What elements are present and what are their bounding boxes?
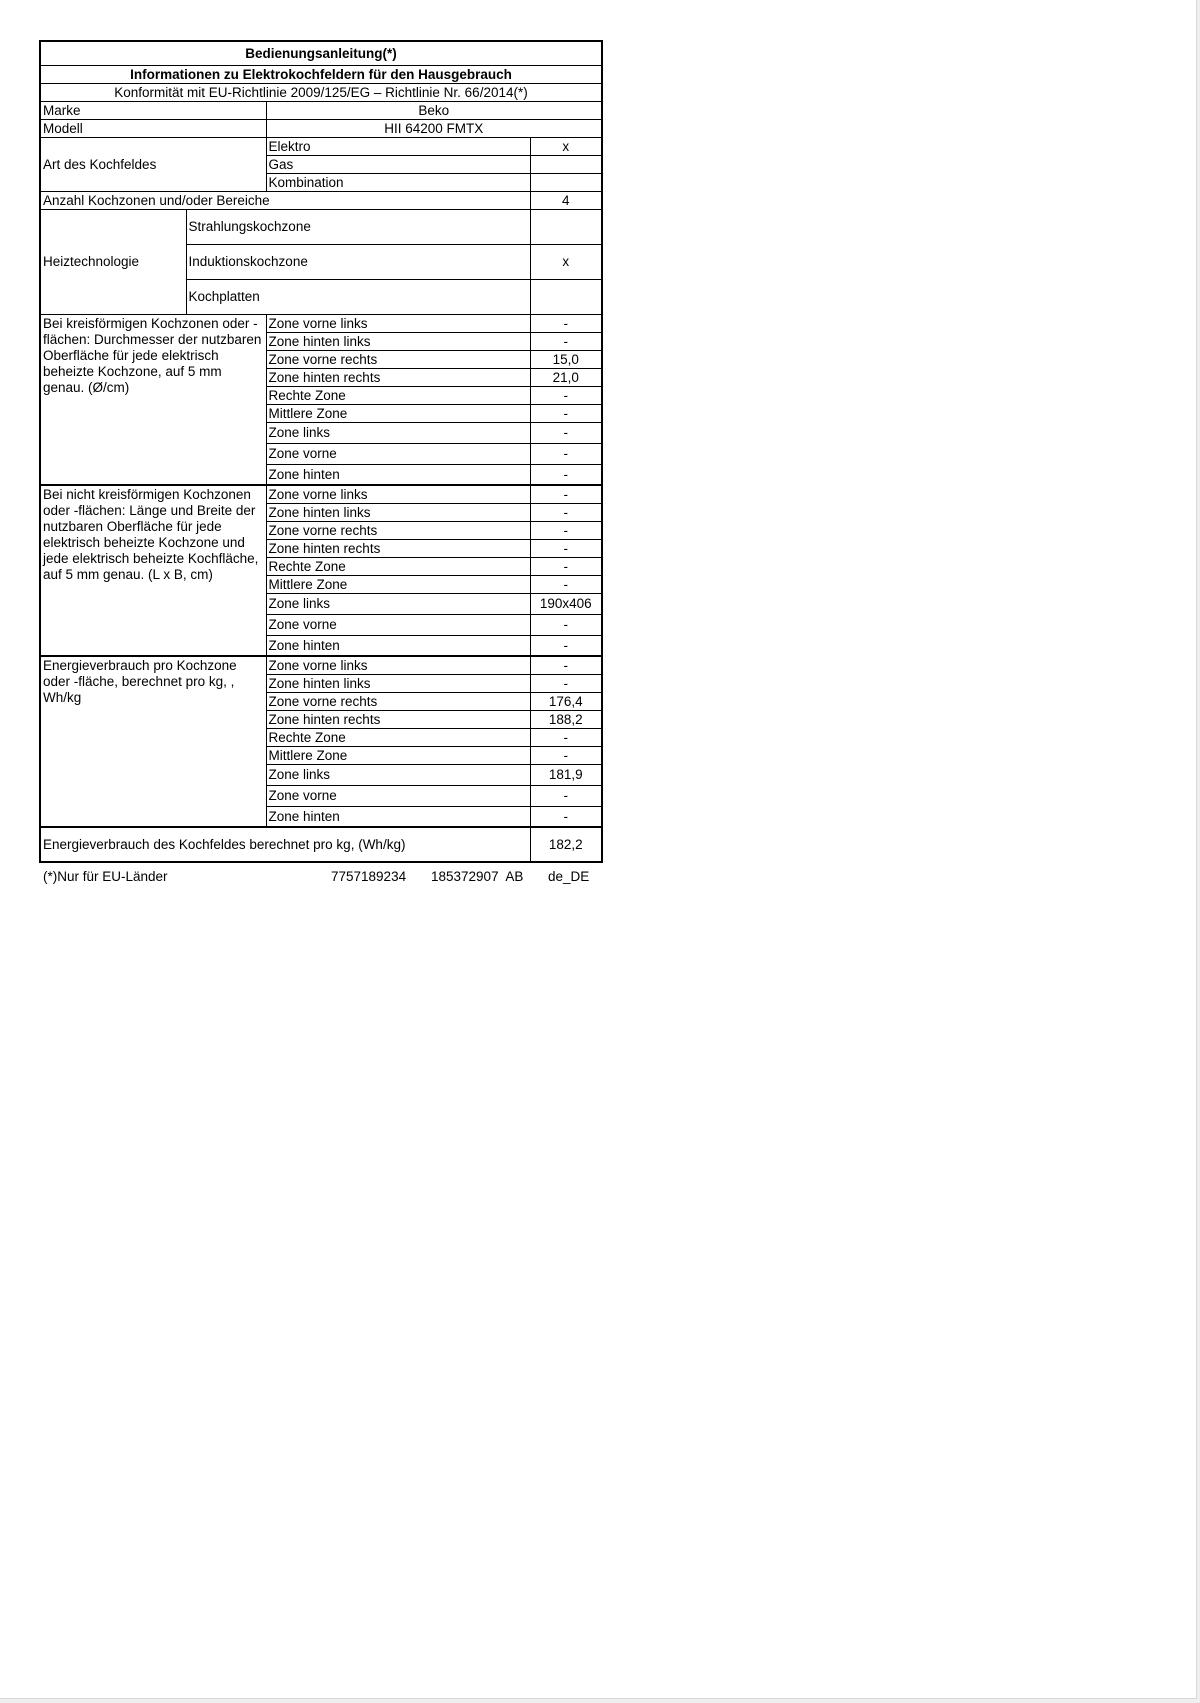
- zone-value: -: [530, 443, 602, 464]
- zone-value: 188,2: [530, 710, 602, 728]
- zone-value: 21,0: [530, 368, 602, 386]
- hob-type-option: Kombination: [266, 173, 530, 191]
- zone-label: Mittlere Zone: [266, 575, 530, 593]
- zone-label: Mittlere Zone: [266, 746, 530, 764]
- zone-value: -: [530, 464, 602, 485]
- zone-label: Zone hinten: [266, 635, 530, 656]
- hob-type-value: [530, 173, 602, 191]
- zone-value: -: [530, 521, 602, 539]
- brand-value: Beko: [266, 101, 602, 119]
- zone-value: -: [530, 386, 602, 404]
- zone-value: -: [530, 575, 602, 593]
- zone-label: Zone hinten links: [266, 674, 530, 692]
- footer-code-1: 7757189234: [331, 869, 407, 884]
- hob-type-option: Elektro: [266, 137, 530, 155]
- zone-label: Zone vorne links: [266, 314, 530, 332]
- zone-label: Zone vorne: [266, 614, 530, 635]
- zone-value: -: [530, 746, 602, 764]
- zone-label: Zone vorne: [266, 443, 530, 464]
- zone-label: Zone links: [266, 764, 530, 785]
- zone-value: 181,9: [530, 764, 602, 785]
- heating-option: Strahlungskochzone: [186, 209, 530, 244]
- zone-value: 15,0: [530, 350, 602, 368]
- zone-value: -: [530, 614, 602, 635]
- zone-label: Zone links: [266, 422, 530, 443]
- document-subtitle: Informationen zu Elektrokochfeldern für den Hausgebrauch: [40, 65, 602, 83]
- zone-label: Zone links: [266, 593, 530, 614]
- zone-label: Rechte Zone: [266, 557, 530, 575]
- zone-label: Mittlere Zone: [266, 404, 530, 422]
- zone-label: Zone hinten rechts: [266, 368, 530, 386]
- zone-label: Rechte Zone: [266, 728, 530, 746]
- heating-value: [530, 209, 602, 244]
- zone-label: Zone hinten: [266, 806, 530, 827]
- zone-label: Zone vorne links: [266, 656, 530, 674]
- heating-value: [530, 279, 602, 314]
- zone-value: -: [530, 485, 602, 503]
- hob-type-value: x: [530, 137, 602, 155]
- zone-value: -: [530, 332, 602, 350]
- spec-table: [39, 40, 603, 863]
- zone-value: 190x406: [530, 593, 602, 614]
- model-value: HII 64200 FMTX: [266, 119, 602, 137]
- zone-value: -: [530, 635, 602, 656]
- heating-label: Heiztechnologie: [40, 209, 186, 314]
- zone-value: -: [530, 422, 602, 443]
- zone-value: -: [530, 728, 602, 746]
- zone-label: Zone hinten rechts: [266, 539, 530, 557]
- document-footer: [39, 869, 602, 889]
- brand-label: Marke: [40, 101, 266, 119]
- zone-value: -: [530, 503, 602, 521]
- zone-label: Zone hinten rechts: [266, 710, 530, 728]
- zone-value: -: [530, 539, 602, 557]
- zone-label: Rechte Zone: [266, 386, 530, 404]
- footer-note: (*)Nur für EU-Länder: [43, 869, 168, 884]
- zones-count-value: 4: [530, 191, 602, 209]
- zone-value: -: [530, 806, 602, 827]
- energy-total-label: Energieverbrauch des Kochfeldes berechnet pro kg, (Wh/kg): [40, 827, 530, 862]
- zone-value: -: [530, 404, 602, 422]
- footer-code-2: 185372907 AB: [431, 869, 524, 884]
- zone-value: 176,4: [530, 692, 602, 710]
- zone-label: Zone hinten links: [266, 503, 530, 521]
- zone-value: -: [530, 674, 602, 692]
- heating-value: x: [530, 244, 602, 279]
- energy-per-zone-label: Energieverbrauch pro Kochzone oder -fläche, berechnet pro kg, , Wh/kg: [40, 656, 266, 827]
- hob-type-option: Gas: [266, 155, 530, 173]
- zone-label: Zone vorne links: [266, 485, 530, 503]
- zone-label: Zone hinten: [266, 464, 530, 485]
- zone-label: Zone vorne rechts: [266, 350, 530, 368]
- zone-label: Zone vorne rechts: [266, 521, 530, 539]
- document-title: Bedienungsanleitung(*): [40, 41, 602, 65]
- hob-type-label: Art des Kochfeldes: [40, 137, 266, 191]
- noncircular-zones-label: Bei nicht kreisförmigen Kochzonen oder -flächen: Länge und Breite der nutzbaren Oberfläche für jede elektrisch beheizte Kochzone und jede elektrisch beheizte Kochfläche, auf 5 mm genau. (L x B, cm): [40, 485, 266, 656]
- zones-count-label: Anzahl Kochzonen und/oder Bereiche: [40, 191, 530, 209]
- zone-label: Zone vorne rechts: [266, 692, 530, 710]
- hob-type-value: [530, 155, 602, 173]
- zone-value: -: [530, 314, 602, 332]
- energy-total-value: 182,2: [530, 827, 602, 862]
- heating-option: Kochplatten: [186, 279, 530, 314]
- conformity-line: Konformität mit EU-Richtlinie 2009/125/EG – Richtlinie Nr. 66/2014(*): [40, 83, 602, 101]
- zone-value: -: [530, 656, 602, 674]
- heating-option: Induktionskochzone: [186, 244, 530, 279]
- zone-label: Zone vorne: [266, 785, 530, 806]
- footer-locale: de_DE: [548, 869, 590, 884]
- spec-sheet: [39, 40, 602, 889]
- model-label: Modell: [40, 119, 266, 137]
- zone-value: -: [530, 785, 602, 806]
- circular-zones-label: Bei kreisförmigen Kochzonen oder -flächen: Durchmesser der nutzbaren Oberfläche für jede elektrisch beheizte Kochzone, auf 5 mm genau. (Ø/cm): [40, 314, 266, 485]
- zone-label: Zone hinten links: [266, 332, 530, 350]
- zone-value: -: [530, 557, 602, 575]
